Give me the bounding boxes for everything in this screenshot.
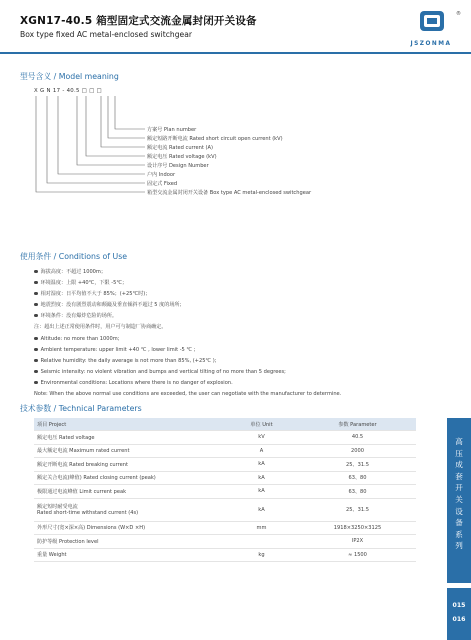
condition-en-altitude: Altitude: no more than 1000m;	[34, 336, 119, 342]
model-label-short-circuit-current: 额定短路开断电流 Rated short circuit open current (kV)	[147, 136, 283, 142]
condition-cn-environment: 环境条件：没有爆炸危险的场所。	[34, 312, 117, 319]
cell-project-cn: 额定短时耐受电流	[37, 504, 78, 510]
page-number-bottom: 016	[452, 616, 466, 623]
bullet-icon	[34, 337, 38, 341]
table-row	[34, 431, 416, 445]
cell-project: 额定电压 Rated voltage	[34, 431, 224, 445]
tech-params-table	[34, 418, 416, 562]
condition-cn-altitude: 海拔高度：不超过 1000m；	[34, 268, 106, 275]
cell-value: ≈ 1500	[299, 548, 416, 562]
condition-en-humidity: Relative humidity: the daily average is not more than 85%, (+25℃ );	[34, 358, 216, 364]
model-bracket-lines	[30, 96, 150, 206]
cell-unit	[224, 535, 299, 549]
cell-project: 额定开断电流 Rated breaking current	[34, 458, 224, 472]
cell-unit: kA	[224, 485, 299, 499]
page-number-top: 015	[452, 602, 466, 609]
table-row	[34, 458, 416, 472]
brand-name: JSZONMA	[410, 41, 452, 47]
cell-project	[34, 498, 224, 521]
condition-en-note: Note: When the above normal use conditions are exceeded, the user can negotiate with the manufacturer to determine.	[34, 391, 342, 397]
cell-project: 重量 Weight	[34, 548, 224, 562]
cell-unit: kA	[224, 498, 299, 521]
model-label-rated-current: 额定电流 Rated current (A)	[147, 145, 213, 151]
tech-params-heading: 技术参数 / Technical Parameters	[20, 404, 142, 413]
bullet-icon	[34, 359, 38, 363]
header-divider	[0, 52, 471, 54]
condition-en-temperature: Ambient temperature: upper limit +40 ℃ , lower limit -5 ℃ ;	[34, 347, 195, 353]
condition-cn-temperature: 环境温度：上限 +40℃，下限 -5℃；	[34, 279, 127, 286]
page-number-tab	[447, 588, 471, 640]
model-meaning-heading: 型号含义 / Model meaning	[20, 72, 119, 81]
model-label-indoor: 户内 Indoor	[147, 172, 176, 178]
condition-cn-humidity: 相对湿度：日平均值不大于 85%；(+25℃时)；	[34, 290, 150, 297]
condition-cn-note: 注：超出上述正常使用条件时，用户可与制造厂协商确定。	[34, 324, 167, 330]
condition-cn-seismic: 地震烈度：没有剧烈震动和颠簸及垂直倾斜不超过 5 度的场所；	[34, 301, 185, 308]
page-title-cn: XGN17-40.5 箱型固定式交流金属封闭开关设备	[20, 15, 257, 27]
cell-value: 40.5	[299, 431, 416, 445]
bullet-icon	[34, 348, 38, 352]
column-header-project: 项目 Project	[34, 418, 224, 431]
bullet-icon	[34, 281, 38, 285]
model-label-rated-voltage: 额定电压 Rated voltage (kV)	[147, 154, 217, 160]
condition-en-seismic: Seismic intensity: no violent vibration and bumps and vertical tilting of no more than 5 degrees;	[34, 369, 286, 375]
bullet-icon	[34, 370, 38, 374]
conditions-heading: 使用条件 / Conditions of Use	[20, 252, 128, 261]
column-header-unit: 单位 Unit	[224, 418, 299, 431]
cell-value: 63、80	[299, 471, 416, 485]
bullet-icon	[34, 381, 38, 385]
cell-project: 极限通过电流峰值 Limit current peak	[34, 485, 224, 499]
bullet-icon	[34, 314, 38, 318]
table-row	[34, 535, 416, 549]
cell-value: 1918×3250×3125	[299, 521, 416, 535]
table-row	[34, 471, 416, 485]
column-header-parameter: 参数 Parameter	[299, 418, 416, 431]
condition-en-environment: Environmental conditions: Locations where there is no danger of explosion.	[34, 380, 233, 386]
cell-project: 防护等级 Protection level	[34, 535, 224, 549]
bullet-icon	[34, 303, 38, 307]
cell-value: 63、80	[299, 485, 416, 499]
table-row	[34, 548, 416, 562]
cell-unit: kV	[224, 431, 299, 445]
cell-unit: kg	[224, 548, 299, 562]
cell-project: 额定关合电流(峰值) Rated closing current (peak)	[34, 471, 224, 485]
table-header-row	[34, 418, 416, 431]
cell-value: IP2X	[299, 535, 416, 549]
cell-project: 外形尺寸(宽×深×高) Dimensions (W×D ×H)	[34, 521, 224, 535]
cell-unit: mm	[224, 521, 299, 535]
registered-mark: ®	[456, 11, 461, 17]
model-label-design-number: 设计序号 Design Number	[147, 163, 209, 169]
cell-value: 2000	[299, 444, 416, 458]
cell-value: 25、31.5	[299, 458, 416, 472]
table-row	[34, 498, 416, 521]
bullet-icon	[34, 292, 38, 296]
model-label-fixed: 固定式 Fixed	[147, 181, 178, 187]
cell-value: 25、31.5	[299, 498, 416, 521]
cell-unit: A	[224, 444, 299, 458]
model-code: X G N 17 - 40.5 □ □ □	[34, 88, 102, 94]
page-title-en: Box type fixed AC metal-enclosed switchgear	[20, 30, 192, 39]
bullet-icon	[34, 270, 38, 274]
cell-unit: kA	[224, 458, 299, 472]
series-side-tab-text: 高 压 成 套 开 关 设 备 系 列	[455, 437, 463, 551]
model-label-switchgear-type: 箱型交流金属封闭开关设备 Box type AC metal-enclosed switchgear	[147, 190, 312, 196]
table-row	[34, 485, 416, 499]
table-row	[34, 444, 416, 458]
model-label-plan-number: 方案号 Plan number	[147, 127, 197, 133]
cell-unit: kA	[224, 471, 299, 485]
cell-project: 最大额定电流 Maximum rated current	[34, 444, 224, 458]
cell-project-en: Rated short-time withstand current (4s)	[37, 510, 139, 516]
table-row	[34, 521, 416, 535]
